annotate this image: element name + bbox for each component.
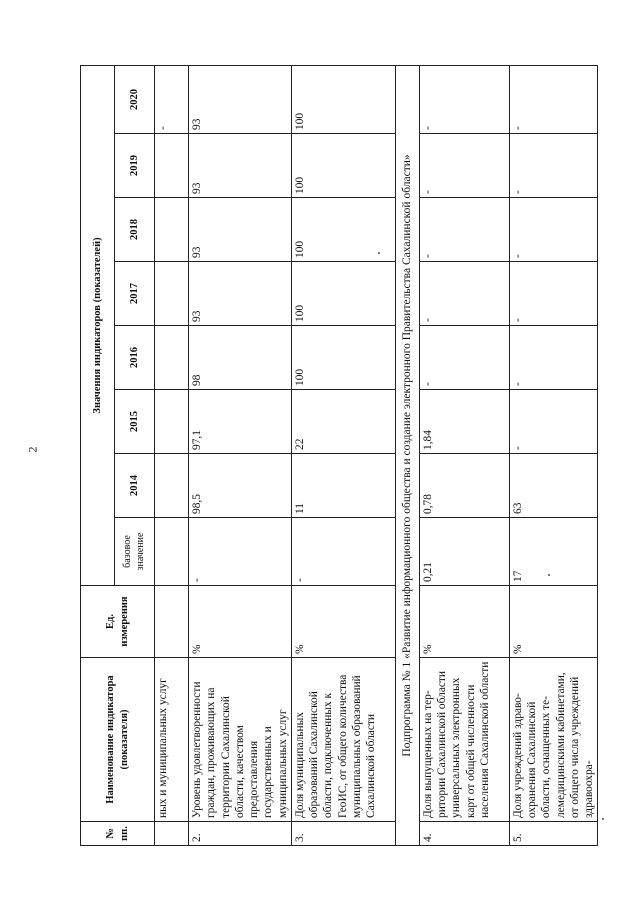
cell-value: 98 xyxy=(189,326,292,390)
cell-value: 100 xyxy=(291,326,395,390)
header-year: 2020 xyxy=(115,65,155,133)
cell-name: Доля выпущенных на территории Сахалинской области универсальных электронных карт от общей численности населения Сахалинской области xyxy=(419,658,509,822)
cell-name: Доля учреждений здравоохранения Сахалинской области, оснащенных телемедицинскими кабинетами, от общего числа учреждений здравоохра- xyxy=(509,658,598,822)
cell-base: 0,21 xyxy=(419,518,509,586)
cell-num: 3. xyxy=(291,822,395,846)
header-name: Наименование индикатора (показателя) xyxy=(81,658,155,822)
cell-value xyxy=(155,198,189,262)
subprogram-title: Подпрограмма № 1 «Развитие информационного общества и создание электронного Правительства Сахалинской области» xyxy=(395,65,419,845)
cell-value xyxy=(155,454,189,518)
cell-unit: % xyxy=(509,586,598,658)
cell-base xyxy=(155,518,189,586)
cell-value: 100 xyxy=(291,262,395,326)
cell-value: - xyxy=(509,390,598,454)
cell-value: 100 xyxy=(291,134,395,198)
rotated-table-sheet xyxy=(80,66,595,846)
header-year: 2019 xyxy=(115,134,155,198)
cell-value: 93 xyxy=(189,262,292,326)
cell-value: - xyxy=(419,262,509,326)
cell-value: 0,78 xyxy=(419,454,509,518)
header-num: № пп. xyxy=(81,822,155,846)
cell-value: 93 xyxy=(189,65,292,133)
header-year: 2018 xyxy=(115,198,155,262)
cell-value: 11 xyxy=(291,454,395,518)
cell-value: 93 xyxy=(189,198,292,262)
cell-value xyxy=(155,262,189,326)
cell-num: 5. xyxy=(509,822,598,846)
table-row xyxy=(509,65,598,845)
table-row xyxy=(291,65,395,845)
cell-value: - xyxy=(509,198,598,262)
cell-base: - xyxy=(189,518,292,586)
subprogram-row xyxy=(395,65,419,845)
cell-base: - xyxy=(291,518,395,586)
cell-value: - xyxy=(509,326,598,390)
cell-value: - xyxy=(509,134,598,198)
cell-base: 17 xyxy=(509,518,598,586)
cell-name: Уровень удовлетворенности граждан, проживающих на территории Сахалинской области, качеством предоставления государственных и муниципальных услуг xyxy=(189,658,292,822)
table-row xyxy=(419,65,509,845)
cell-num xyxy=(155,822,189,846)
header-year: 2015 xyxy=(115,390,155,454)
header-year: 2016 xyxy=(115,326,155,390)
cell-value: 98,5 xyxy=(189,454,292,518)
header-year: 2014 xyxy=(115,454,155,518)
cell-value xyxy=(155,326,189,390)
cell-unit xyxy=(155,586,189,658)
cell-num: 2. xyxy=(189,822,292,846)
header-base: базовое значение xyxy=(115,518,155,586)
cell-unit: % xyxy=(189,586,292,658)
cell-value: 100 xyxy=(291,198,395,262)
cell-value: - xyxy=(509,65,598,133)
cell-value: - xyxy=(419,198,509,262)
cell-value: - xyxy=(509,262,598,326)
cell-value: 63 xyxy=(509,454,598,518)
table-row xyxy=(189,65,292,845)
cell-value: 22 xyxy=(291,390,395,454)
cell-value: - xyxy=(419,326,509,390)
cell-value: - xyxy=(419,134,509,198)
header-values-group: Значения индикаторов (показателей) xyxy=(81,65,115,585)
cell-unit: % xyxy=(419,586,509,658)
indicators-table xyxy=(80,65,598,846)
cell-value: - xyxy=(155,65,189,133)
header-year: 2017 xyxy=(115,262,155,326)
cell-num: 4. xyxy=(419,822,509,846)
cell-name: ных и муниципальных услуг xyxy=(155,658,189,822)
cell-value xyxy=(155,390,189,454)
header-unit: Ед. измерения xyxy=(81,586,155,658)
cell-value: 97,1 xyxy=(189,390,292,454)
page-number: 2 xyxy=(25,446,40,453)
cell-unit: % xyxy=(291,586,395,658)
cell-value: 100 xyxy=(291,65,395,133)
cell-value: 93 xyxy=(189,134,292,198)
cell-value: - xyxy=(419,65,509,133)
table-row xyxy=(155,65,189,845)
cell-value: 1,84 xyxy=(419,390,509,454)
cell-value xyxy=(155,134,189,198)
cell-name: Доля муниципальных образований Сахалинской области, подключенных к ГеоИС, от общего количества муниципальных образований Сахалинской области xyxy=(291,658,395,822)
scan-speck xyxy=(602,818,604,820)
